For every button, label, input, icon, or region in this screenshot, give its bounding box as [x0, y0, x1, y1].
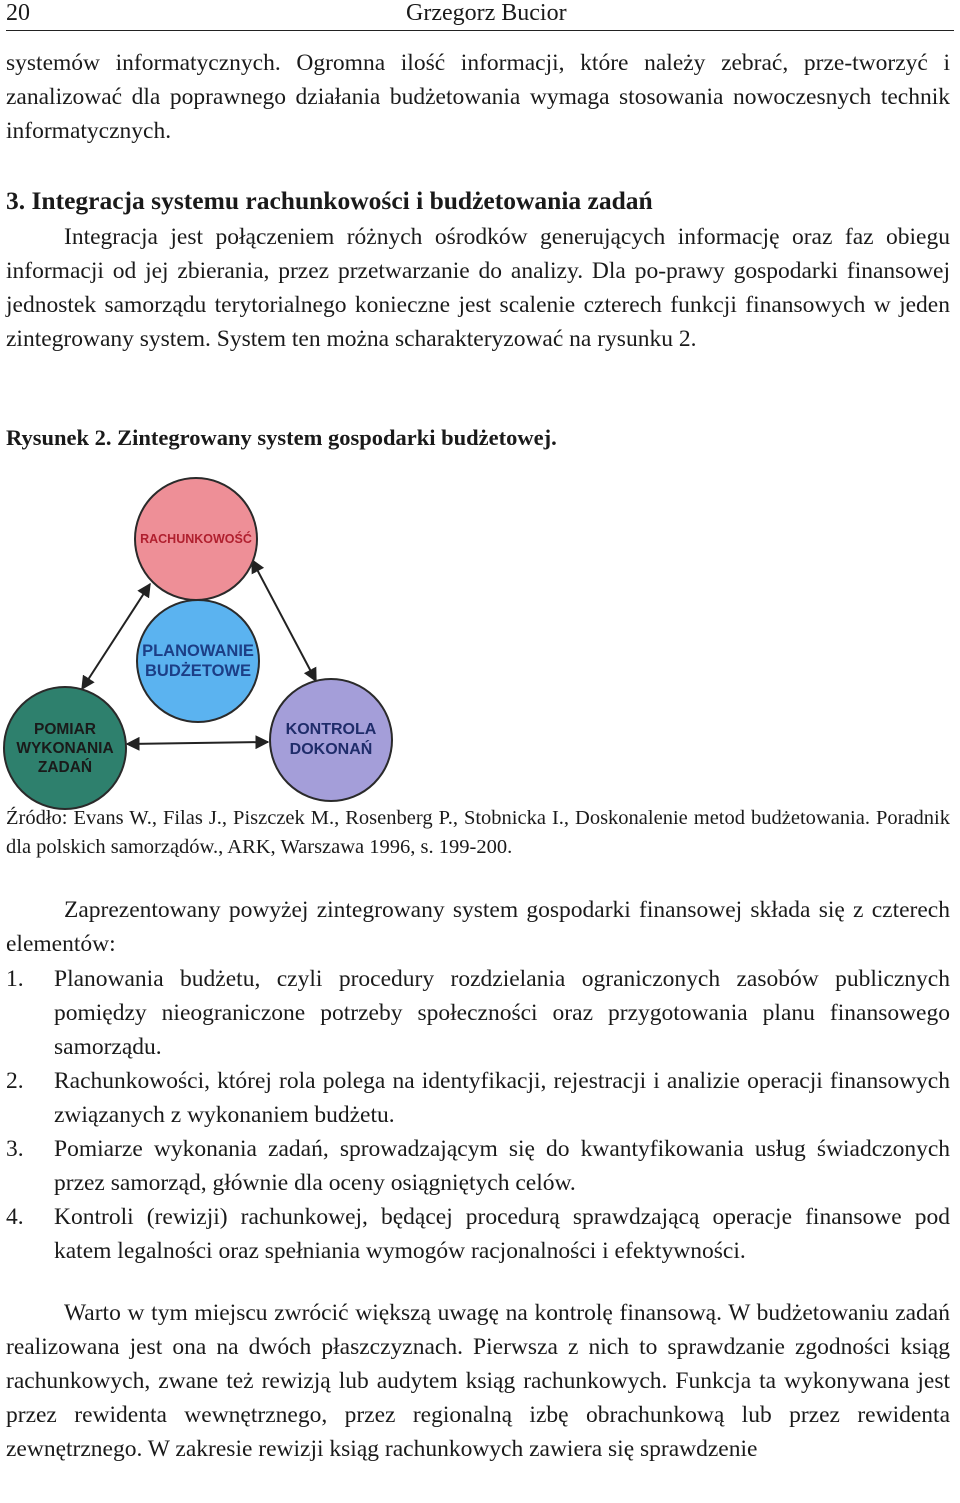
list-item-number: 2.	[6, 1068, 24, 1094]
node-planowanie-label-1: PLANOWANIE	[142, 642, 254, 660]
node-pomiar-label-1: POMIAR	[34, 720, 96, 738]
node-pomiar-label-2: WYKONANIA	[16, 739, 114, 757]
paragraph-intro: systemów informatycznych. Ogromna ilość informacji, które należy zebrać, prze-tworzyć i zanalizować dla poprawnego działania budżetowania wymaga stosowania nowoczesnych technik informatycznych.	[6, 50, 950, 144]
list-item-number: 3.	[6, 1136, 24, 1162]
list-item-text: Rachunkowości, której rola polega na identyfikacji, rejestracji i analizie operacji finansowych związanych z wykonaniem budżetu.	[54, 1068, 950, 1128]
list-item-text: Planowania budżetu, czyli procedury rozdzielania ograniczonych zasobów publicznych pomiędzy nieograniczone potrzeby społeczności oraz przygotowania planu finansowego samorządu.	[54, 966, 950, 1060]
paragraph-financial-control: Warto w tym miejscu zwrócić większą uwagę na kontrolę finansową. W budżetowaniu zadań realizowana jest ona na dwóch płaszczyznach. Pierwsza z nich to sprawdzanie zgodności ksiąg rachunkowych, zwane też rewizją lub audytem ksiąg rachunkowych. Funkcja ta wykonywana jest przez rewidenta wewnętrznego, przez regionalną izbę obrachunkową lub przez rewidenta zewnętrznego. W zakresie rewizji ksiąg rachunkowych zawiera się sprawdzenie	[6, 1300, 950, 1462]
list-item-text: Kontroli (rewizji) rachunkowej, będącej procedurą sprawdzającą operacje finansowe pod katem legalności oraz spełniania wymogów racjonalności i efektywności.	[54, 1204, 950, 1264]
arrow-pomiar-kontrola	[127, 742, 268, 744]
list-item-number: 4.	[6, 1204, 24, 1230]
paragraph-elements-intro: Zaprezentowany powyżej zintegrowany system gospodarki finansowej składa się z czterech elementów:	[6, 897, 950, 957]
list-item	[6, 962, 950, 1064]
elements-list	[6, 962, 950, 1268]
node-pomiar-wykonania-zadan	[3, 686, 127, 810]
arrow-rachunkowosc-kontrola	[252, 560, 316, 681]
node-kontrola-label-2: DOKONAŃ	[289, 741, 373, 758]
section-heading: 3. Integracja systemu rachunkowości i budżetowania zadań	[6, 186, 653, 215]
node-planowanie-label-2: BUDŻETOWE	[144, 662, 252, 680]
list-item	[6, 1064, 950, 1132]
node-rachunkowosc-label: RACHUNKOWOŚĆ	[140, 532, 252, 546]
integrated-system-diagram	[0, 474, 960, 804]
figure-source: Źródło: Evans W., Filas J., Piszczek M., Rosenberg P., Stobnicka I., Doskonalenie metod budżetowania. Poradnik dla polskich samorządów., ARK, Warszawa 1996, s. 199-200.	[6, 807, 950, 858]
node-kontrola-label-1: KONTROLA	[285, 721, 377, 738]
list-item	[6, 1200, 950, 1268]
node-kontrola-dokonan	[269, 678, 393, 802]
page-number: 20	[6, 0, 30, 26]
running-header-author: Grzegorz Bucior	[406, 0, 567, 26]
page-header	[6, 0, 954, 31]
node-rachunkowosc	[134, 477, 258, 601]
list-item-number: 1.	[6, 966, 24, 992]
node-pomiar-label-3: ZADAŃ	[37, 758, 93, 776]
paragraph-integration: Integracja jest połączeniem różnych ośrodków generujących informację oraz faz obiegu informacji od jej zbierania, przez przetwarzanie do analizy. Dla po-prawy gospodarki finansowej jednostek samorządu terytorialnego konieczne jest scalenie czterech funkcji finansowych w jeden zintegrowany system. System ten można scharakteryzować na rysunku 2.	[6, 224, 950, 352]
figure-title: Rysunek 2. Zintegrowany system gospodarki budżetowej.	[6, 425, 557, 450]
list-item-text: Pomiarze wykonania zadań, sprowadzającym się do kwantyfikowania usług świadczonych przez samorząd, głównie dla oceny osiągniętych celów.	[54, 1136, 950, 1196]
node-planowanie-budzetowe	[136, 599, 260, 723]
list-item	[6, 1132, 950, 1200]
